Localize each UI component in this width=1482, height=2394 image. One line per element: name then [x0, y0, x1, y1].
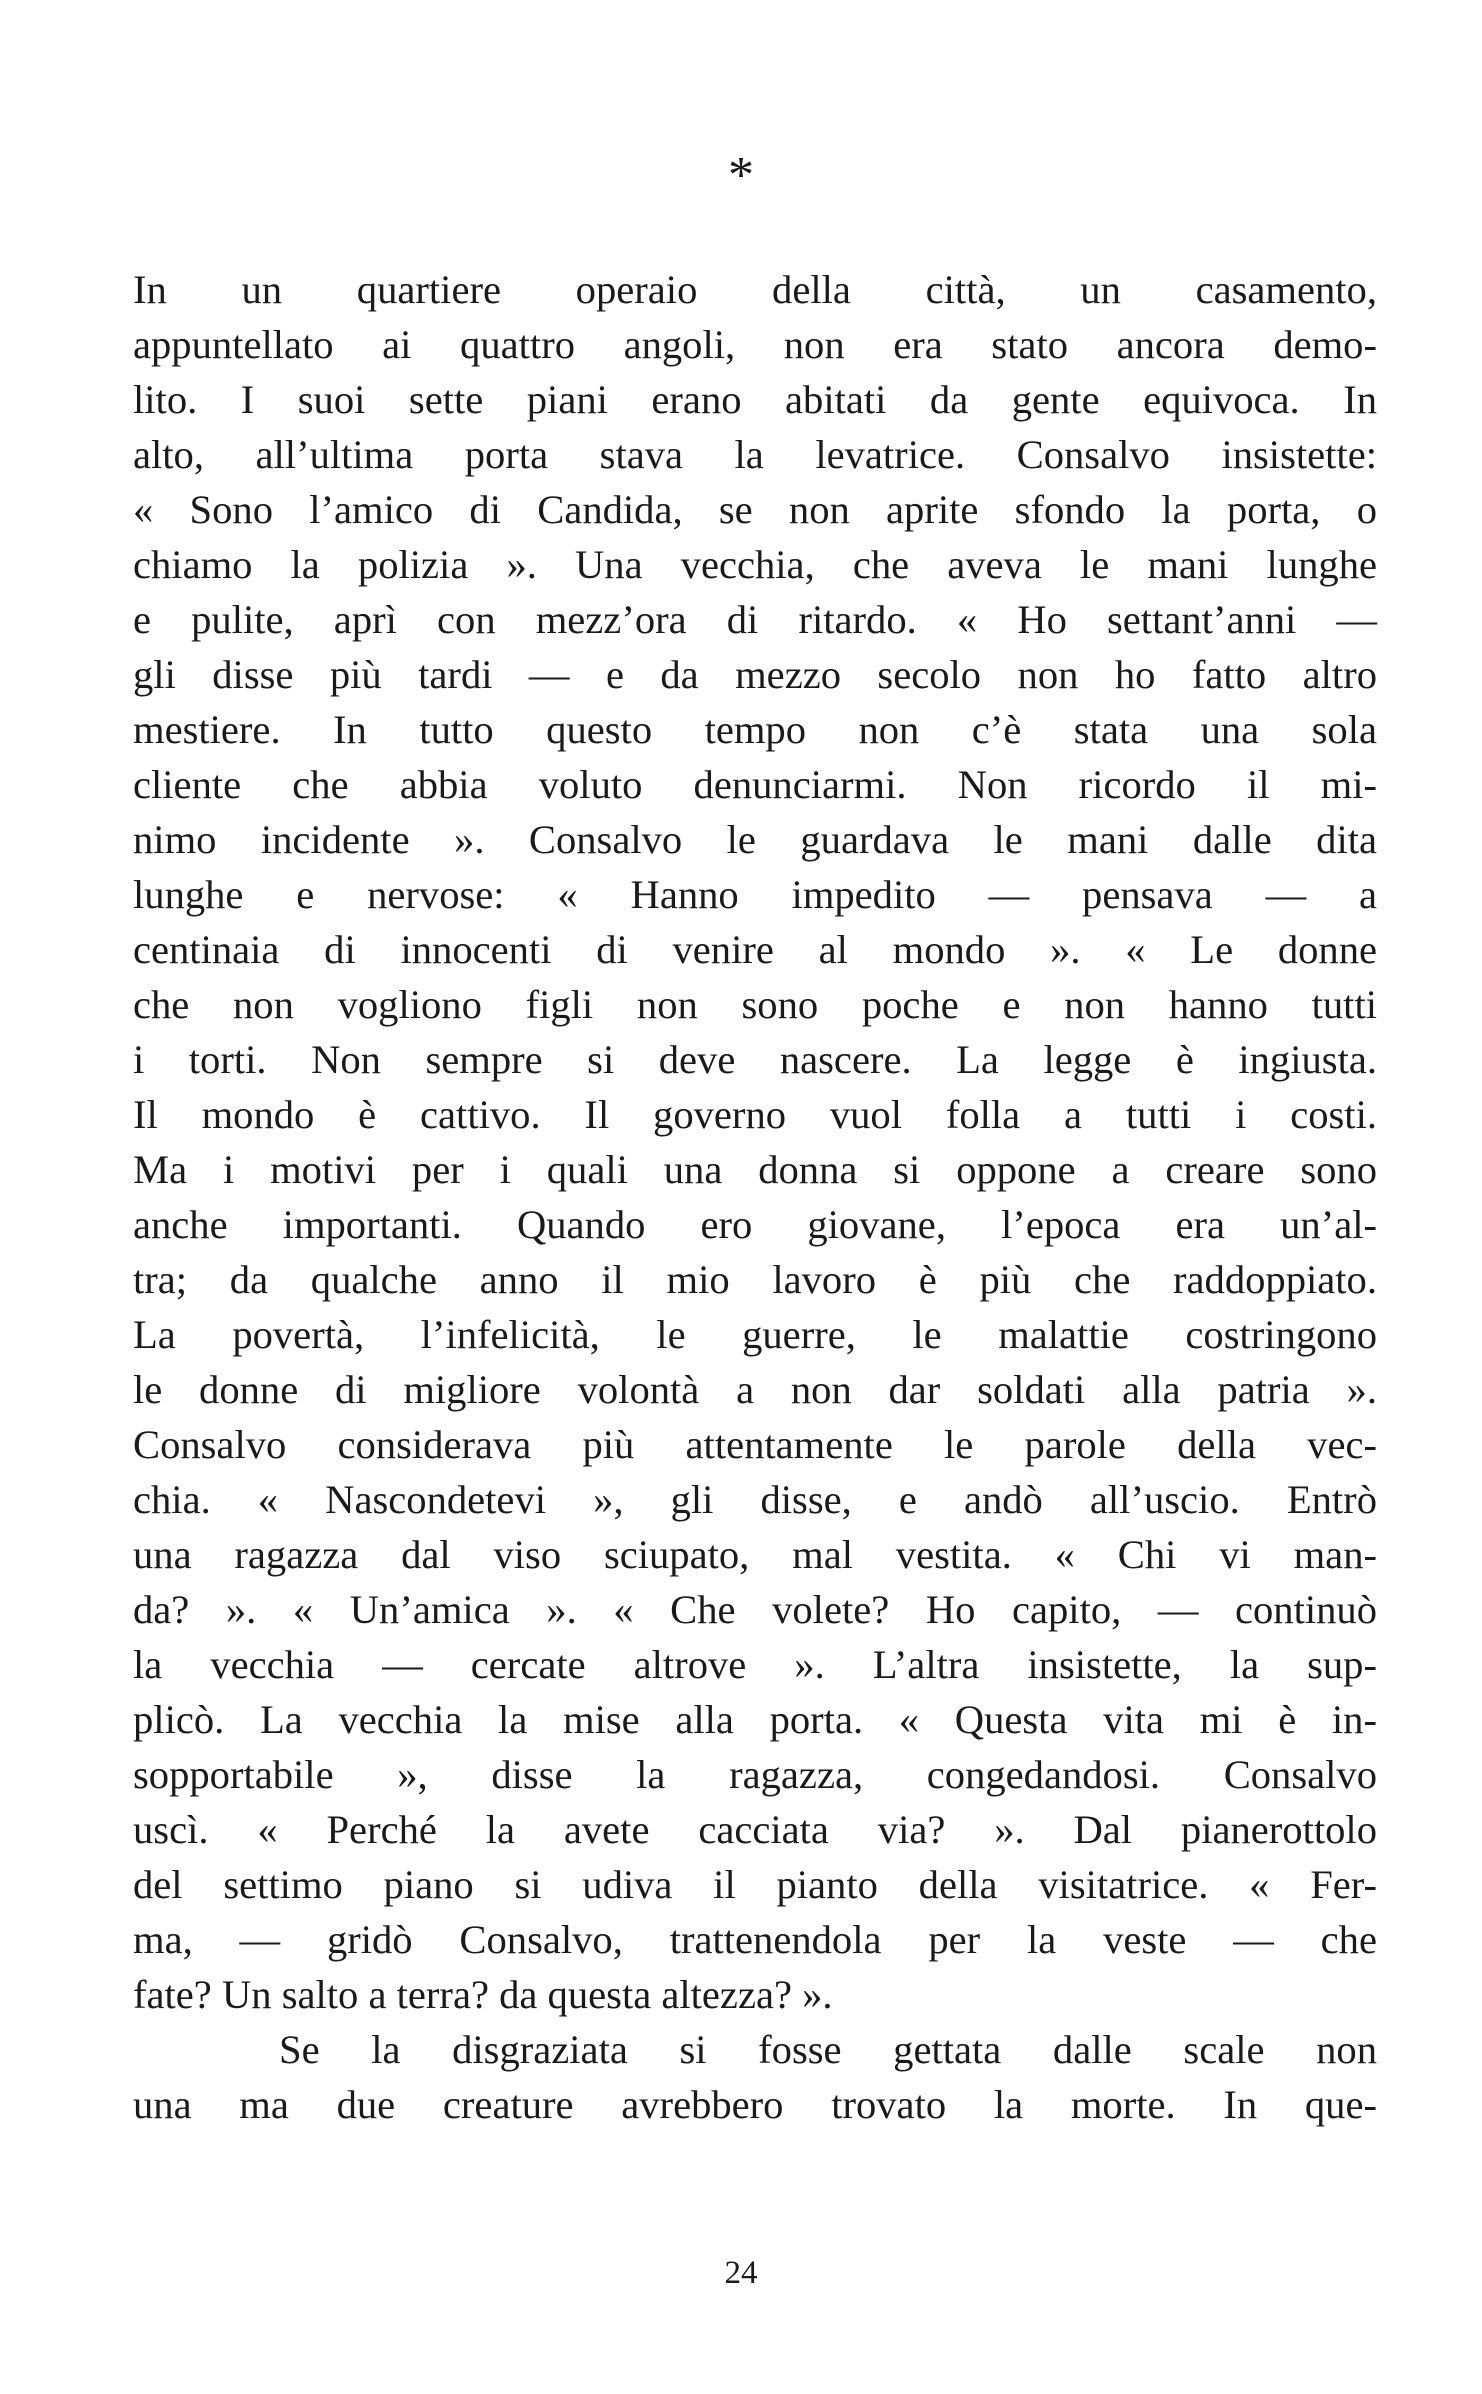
text-line: ma, — gridò Consalvo, trattenendola per la veste — che [133, 1917, 1377, 1962]
text-line: lunghe e nervose: « Hanno impedito — pensava — a [133, 872, 1377, 917]
text-line: cliente che abbia voluto denunciarmi. Non ricordo il mi- [133, 762, 1377, 807]
text-line: Ma i motivi per i quali una donna si oppone a creare sono [133, 1147, 1377, 1192]
text-line: uscì. « Perché la avete cacciata via? ». Dal pianerottolo [133, 1807, 1377, 1852]
page-number: 24 [724, 2255, 758, 2291]
text-line: del settimo piano si udiva il pianto della visitatrice. « Fer- [133, 1862, 1377, 1907]
text-line: lito. I suoi sette piani erano abitati da gente equivoca. In [133, 377, 1377, 422]
text-line: le donne di migliore volontà a non dar soldati alla patria ». [133, 1367, 1377, 1412]
section-asterisk: * [728, 147, 754, 204]
text-line: che non vogliono figli non sono poche e non hanno tutti [133, 982, 1377, 1027]
text-line: plicò. La vecchia la mise alla porta. « Questa vita mi è in- [133, 1697, 1377, 1742]
text-line: appuntellato ai quattro angoli, non era stato ancora demo- [133, 322, 1377, 367]
text-line: da? ». « Un’amica ». « Che volete? Ho capito, — continuò [133, 1587, 1377, 1632]
text-line: anche importanti. Quando ero giovane, l’epoca era un’al- [133, 1202, 1377, 1247]
text-line: alto, all’ultima porta stava la levatrice. Consalvo insistette: [133, 432, 1377, 477]
text-line: chiamo la polizia ». Una vecchia, che aveva le mani lunghe [133, 542, 1377, 587]
text-line: centinaia di innocenti di venire al mondo ». « Le donne [133, 927, 1377, 972]
text-line: una ma due creature avrebbero trovato la morte. In que- [133, 2082, 1377, 2127]
text-line: nimo incidente ». Consalvo le guardava le mani dalle dita [133, 817, 1377, 862]
text-line: la vecchia — cercate altrove ». L’altra insistette, la sup- [133, 1642, 1377, 1687]
text-line: sopportabile », disse la ragazza, congedandosi. Consalvo [133, 1752, 1377, 1797]
text-line: La povertà, l’infelicità, le guerre, le malattie costringono [133, 1312, 1377, 1357]
text-line: Consalvo considerava più attentamente le parole della vec- [133, 1422, 1377, 1467]
text-line: chia. « Nascondetevi », gli disse, e andò all’uscio. Entrò [133, 1477, 1377, 1522]
body-text [133, 262, 1377, 2132]
text-line: mestiere. In tutto questo tempo non c’è stata una sola [133, 707, 1377, 752]
text-line: Il mondo è cattivo. Il governo vuol folla a tutti i costi. [133, 1092, 1377, 1137]
paragraph-end-line: fate? Un salto a terra? da questa altezza? ». [133, 1972, 833, 2017]
text-line: i torti. Non sempre si deve nascere. La legge è ingiusta. [133, 1037, 1377, 1082]
text-line: una ragazza dal viso sciupato, mal vestita. « Chi vi man- [133, 1532, 1377, 1577]
text-line: e pulite, aprì con mezz’ora di ritardo. « Ho settant’anni — [133, 597, 1377, 642]
text-line: tra; da qualche anno il mio lavoro è più che raddoppiato. [133, 1257, 1377, 1302]
text-line: « Sono l’amico di Candida, se non aprite sfondo la porta, o [133, 487, 1377, 532]
text-line: gli disse più tardi — e da mezzo secolo non ho fatto altro [133, 652, 1377, 697]
paragraph-start-line: Se la disgraziata si fosse gettata dalle scale non [279, 2027, 1377, 2072]
text-line: In un quartiere operaio della città, un casamento, [133, 267, 1377, 312]
